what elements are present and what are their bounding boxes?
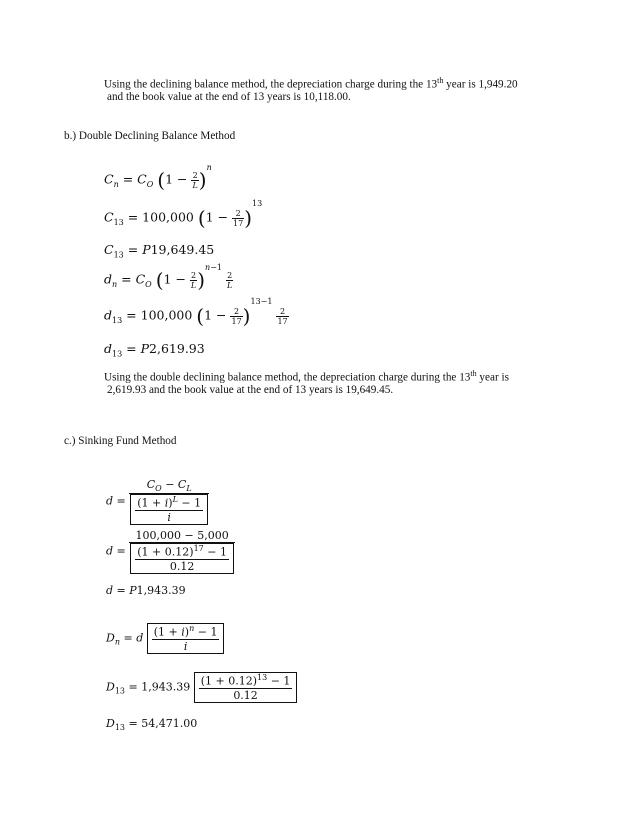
equation-d13-sinking-result: $D_{13} = 54,471.00$ (106, 717, 198, 733)
equation-d-sinking-substitution: d = $\frac{100,000 - 5,000}{\frac{(1 + 0.12)^{17} - 1}{0.12}}$ (106, 529, 235, 574)
ddb-conclusion-line2: 2,619.93 and the book value at the end of 13 years is 19,649.45. (107, 384, 394, 396)
equation-dn-formula: $d_n = C_O$ (1 − $\frac{2}{L}$ )$^{n-1}$ $\frac{2}{L}$ (104, 263, 233, 292)
declining-balance-conclusion-line1: Using the declining balance method, the depreciation charge during the 13th year is 1,949.20 (104, 76, 518, 91)
equation-cn-formula: $C_n = C_O$ (1 − $\frac{2}{L}$ )$^n$ (104, 163, 212, 192)
section-heading-sinking-fund: c.) Sinking Fund Method (64, 435, 177, 447)
equation-d13-result: $d_{13} = P2,619.93$ (104, 341, 205, 359)
ddb-conclusion-line1: Using the double declining balance method, the depreciation charge during the 13th year is (104, 369, 509, 384)
equation-d-sinking-formula: d = $\frac{C_O - C_L}{\frac{(1 + i)^L - 1}{i}}$ (106, 478, 209, 525)
equation-d13-sinking-substitution: $D_{13} = 1,943.39$ $\frac{(1 + 0.12)^{13} - 1}{0.12}$ (106, 672, 297, 703)
equation-d-sinking-result: d = P1,943.39 (106, 584, 186, 597)
equation-c13-result: $C_{13} = P19,649.45$ (104, 242, 215, 260)
equation-d13-substitution: $d_{13} = 100,000$ (1 − $\frac{2}{17}$ )$^{13-1}$ $\frac{2}{17}$ (104, 297, 288, 328)
equation-dn-sinking-formula: $D_n = d$ $\frac{(1 + i)^n - 1}{i}$ (106, 623, 224, 654)
declining-balance-conclusion-line2: and the book value at the end of 13 years is 10,118.00. (107, 91, 351, 103)
section-heading-double-declining: b.) Double Declining Balance Method (64, 130, 236, 142)
equation-c13-substitution: $C_{13} = 100,000$ (1 − $\frac{2}{17}$ )$^{13}$ (104, 199, 263, 230)
